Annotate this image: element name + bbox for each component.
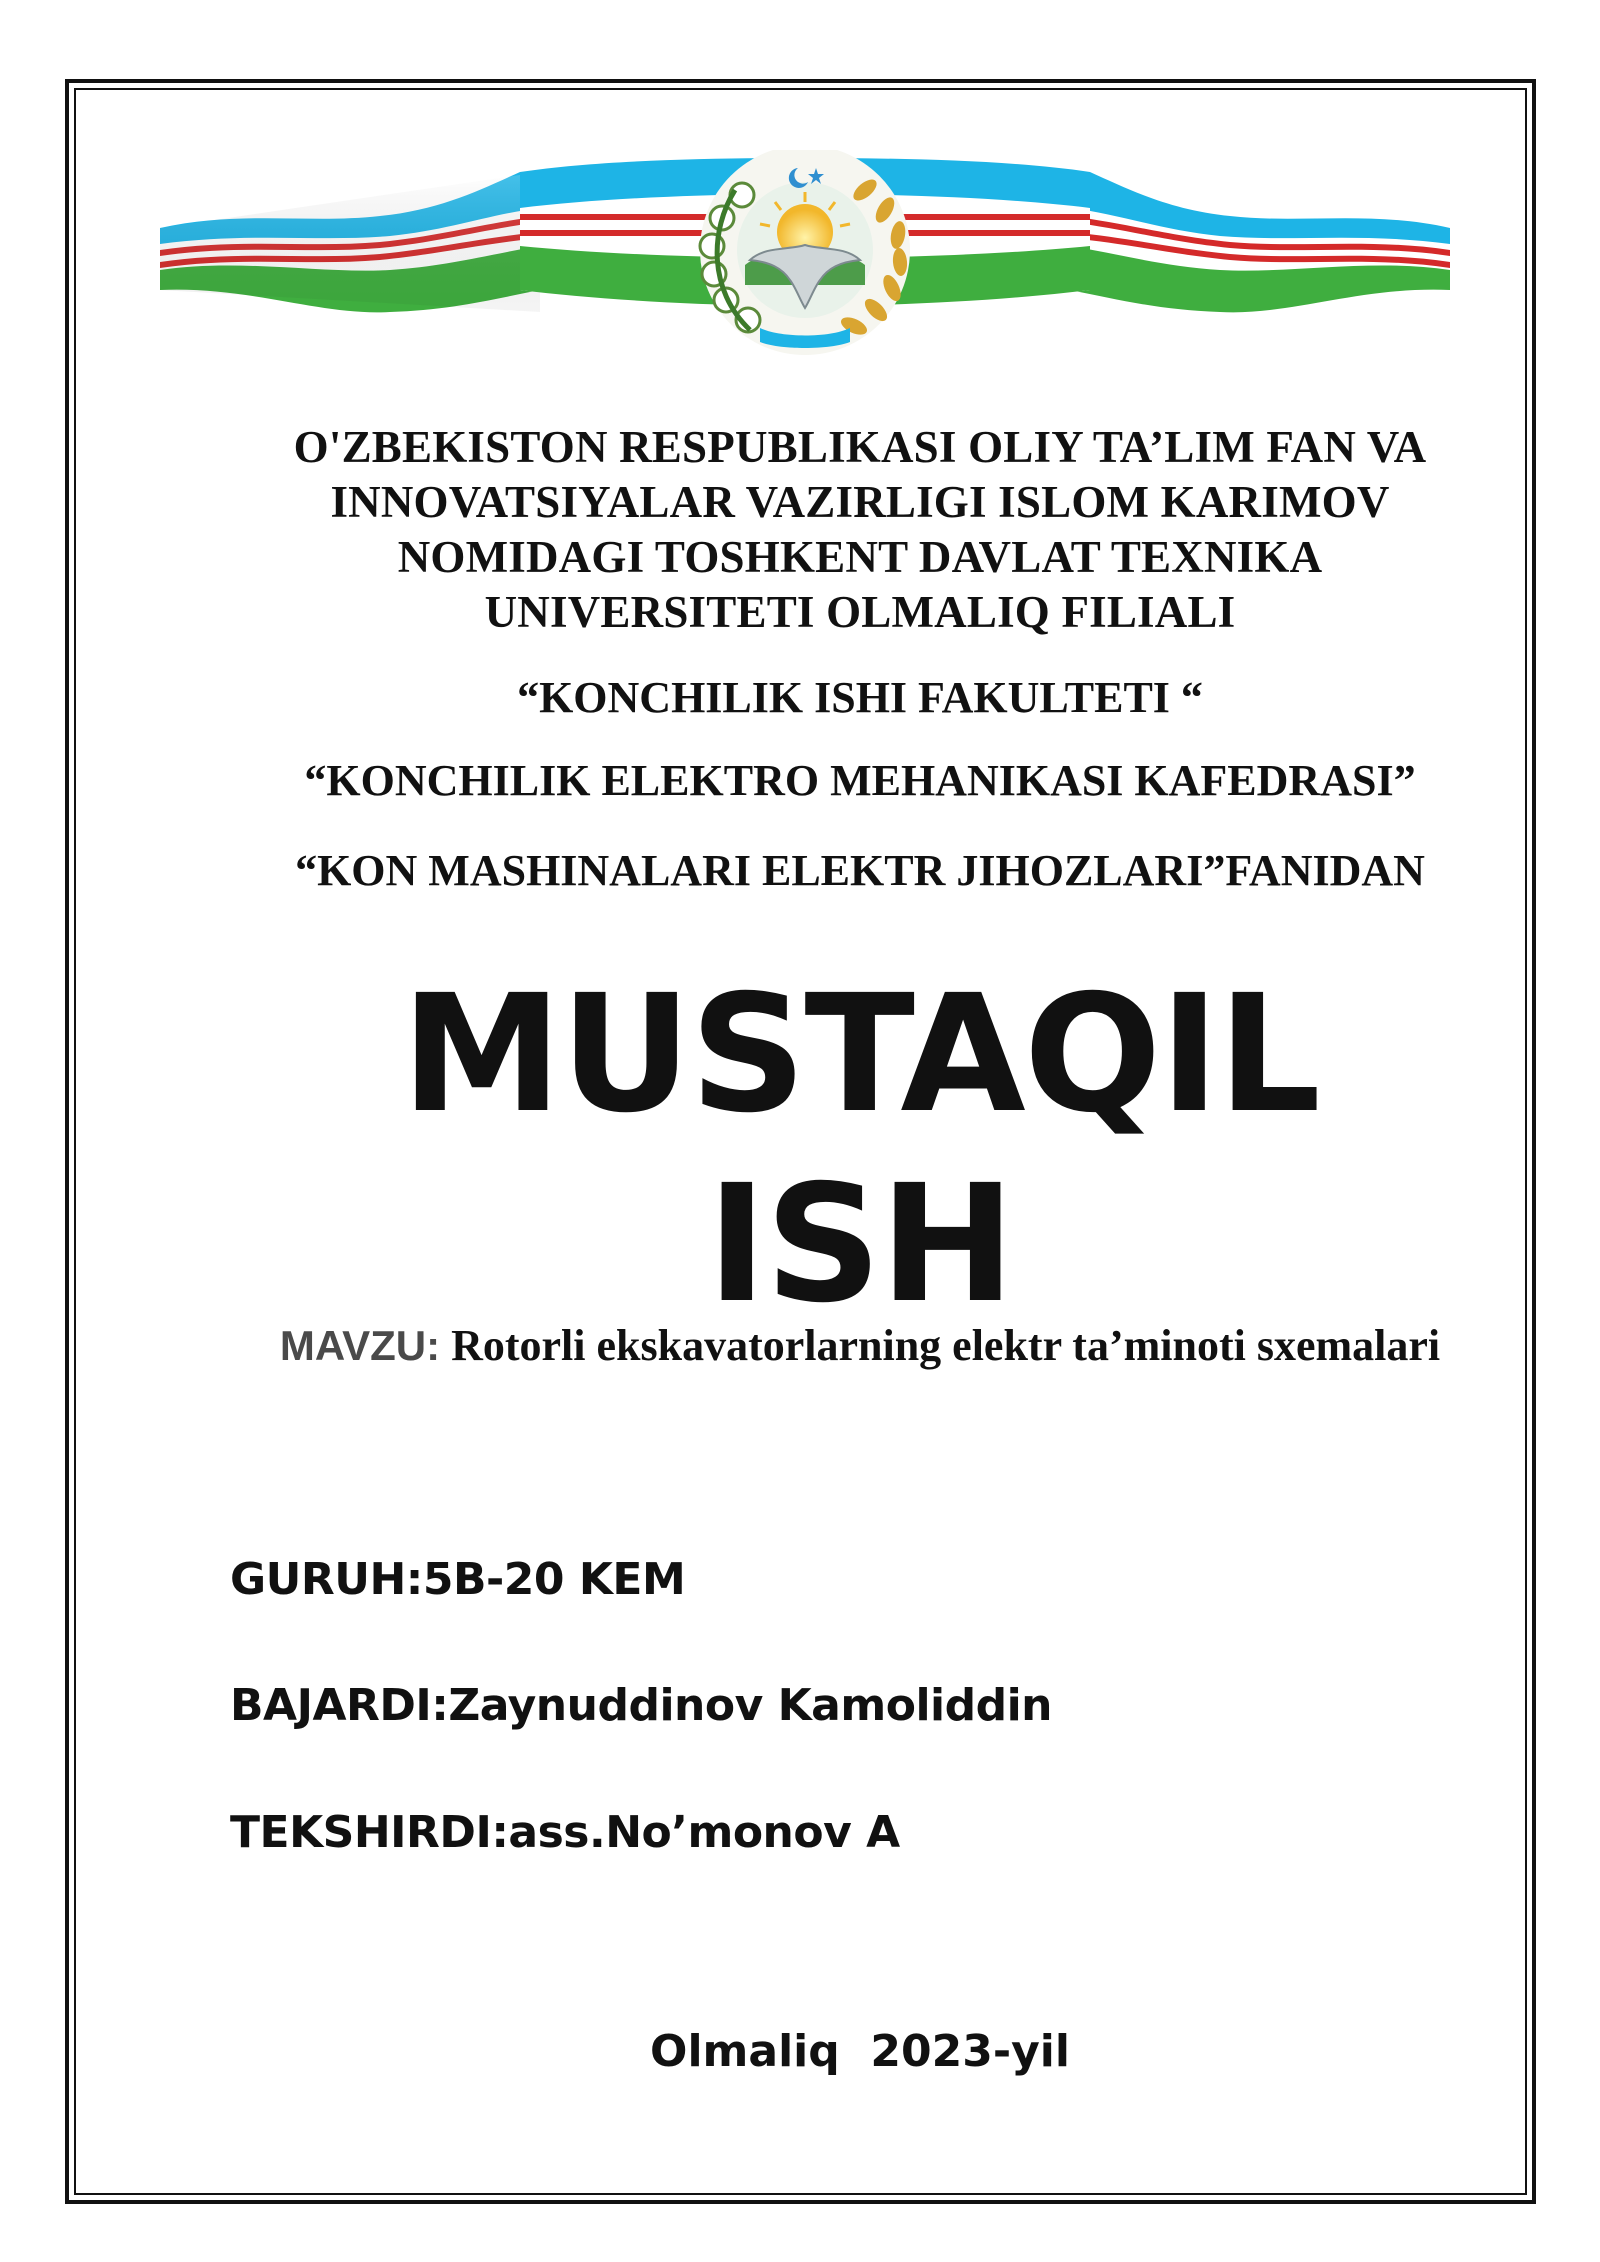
department-heading: “KONCHILIK ELEKTRO MEHANIKASI KAFEDRASI”: [304, 756, 1416, 805]
topic-label: MAVZU:: [279, 1322, 441, 1369]
group-line: GURUH:5B-20 KEM: [230, 1554, 686, 1605]
flag-ribbon-left: [160, 172, 540, 312]
emblem-medallion: [700, 150, 910, 355]
faculty-heading: “KONCHILIK ISHI FAKULTETI “: [517, 673, 1203, 722]
ministry-line: O'ZBEKISTON RESPUBLIKASI OLIY TA’LIM FAN VA: [293, 422, 1427, 472]
document-title: MUSTAQIL ISH: [401, 961, 1319, 1339]
subject-heading: “KON MASHINALARI ELEKTR JIHOZLARI”FANIDAN: [295, 846, 1425, 895]
checker-line: TEKSHIRDI:ass.No’monov A: [230, 1807, 900, 1858]
performer-line: BAJARDI:Zaynuddinov Kamoliddin: [230, 1680, 1053, 1731]
ministry-line: NOMIDAGI TOSHKENT DAVLAT TEXNIKA: [397, 532, 1323, 582]
flag-ribbon-right: [1070, 172, 1450, 312]
ministry-line: UNIVERSITETI OLMALIQ FILIALI: [484, 587, 1236, 637]
ministry-line: INNOVATSIYALAR VAZIRLIGI ISLOM KARIMOV: [330, 477, 1390, 527]
place-year-footer: Olmaliq 2023-yil: [650, 2026, 1070, 2077]
topic-text: Rotorli ekskavatorlarning elektr ta’minoti sxemalari: [440, 1321, 1441, 1370]
state-emblem-icon: [150, 150, 1460, 360]
topic-block: [250, 1318, 1470, 1373]
ministry-heading: [210, 420, 1510, 640]
